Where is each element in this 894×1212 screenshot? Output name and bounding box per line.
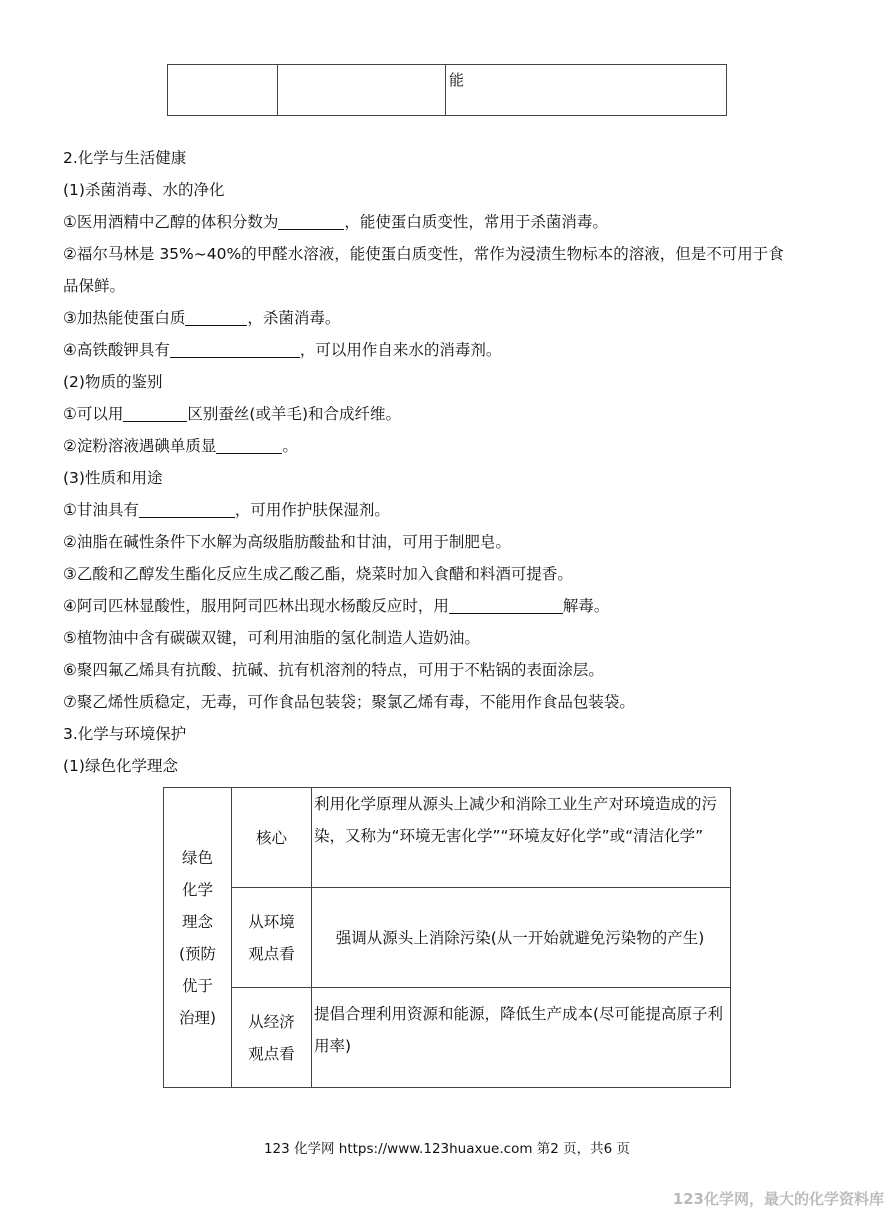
label-line: 观点看 (248, 1044, 295, 1063)
table-cell: 能 (446, 65, 727, 116)
fill-blank[interactable] (216, 437, 282, 454)
label-environment-view (232, 888, 312, 988)
section-heading: 3.化学与环境保护 (63, 725, 187, 743)
fill-blank[interactable] (170, 341, 300, 358)
page-footer: 123 化学网 https://www.123huaxue.com 第2 页，共6 页 (263, 1141, 631, 1157)
item-text: ①可以用 (63, 405, 124, 423)
header-line: 优于 (181, 976, 213, 995)
environment-description: 强调从源头上消除污染(从一开始就避免污染物的产生) (312, 888, 731, 988)
subsection-heading: (1)绿色化学理念 (63, 757, 178, 775)
label-line: 观点看 (248, 944, 295, 963)
fill-blank[interactable] (123, 405, 187, 422)
item-text: ，杀菌消毒。 (247, 309, 341, 327)
header-line: 绿色 (181, 848, 213, 867)
continued-table (167, 64, 727, 116)
list-item (63, 212, 854, 232)
section-heading: 2.化学与生活健康 (63, 149, 187, 167)
site-watermark: 123化学网，最大的化学资料库 (672, 1190, 884, 1208)
label-core: 核心 (232, 788, 312, 888)
subsection-heading: (3)性质和用途 (63, 469, 163, 487)
subsection-heading: (1)杀菌消毒、水的净化 (63, 181, 225, 199)
header-line: 理念 (181, 912, 213, 931)
list-item: ③乙酸和乙醇发生酯化反应生成乙酸乙酯，烧菜时加入食醋和料酒可提香。 (63, 565, 573, 583)
fill-blank[interactable] (449, 597, 563, 614)
green-chemistry-table (163, 787, 731, 1088)
fill-blank[interactable] (139, 501, 235, 518)
list-item: ②福尔马林是 35%~40%的甲醛水溶液，能使蛋白质变性，常作为浸渍生物标本的溶液，但是不可用于食 (63, 245, 784, 263)
table-cell (278, 65, 446, 116)
item-text: ④高铁酸钾具有 (63, 341, 170, 359)
item-text: ①甘油具有 (63, 501, 139, 519)
row-header-green-chemistry (164, 788, 232, 1088)
economic-description: 提倡合理利用资源和能源，降低生产成本(尽可能提高原子利用率) (312, 988, 731, 1088)
label-economic-view (232, 988, 312, 1088)
list-item (63, 500, 854, 520)
list-item (63, 596, 854, 616)
header-line: 治理) (178, 1008, 217, 1027)
core-description: 利用化学原理从源头上减少和消除工业生产对环境造成的污染，又称为“环境无害化学”“环境友好化学”或“清洁化学” (312, 788, 731, 888)
list-item (63, 308, 854, 328)
item-text: 区别蚕丝(或羊毛)和合成纤维。 (187, 405, 402, 423)
subsection-heading: (2)物质的鉴别 (63, 373, 163, 391)
item-text: ，能使蛋白质变性，常用于杀菌消毒。 (344, 213, 608, 231)
item-text: ，可以用作自来水的消毒剂。 (299, 341, 502, 359)
header-line: 化学 (181, 880, 213, 899)
item-text: ③加热能使蛋白质 (63, 309, 186, 327)
list-item (63, 404, 854, 424)
fill-blank[interactable] (185, 309, 247, 326)
item-text: ④阿司匹林显酸性，服用阿司匹林出现水杨酸反应时，用 (63, 597, 449, 615)
item-text: 解毒。 (562, 597, 610, 615)
list-item: ⑦聚乙烯性质稳定，无毒，可作食品包装袋；聚氯乙烯有毒，不能用作食品包装袋。 (63, 693, 635, 711)
list-item: ⑥聚四氟乙烯具有抗酸、抗碱、抗有机溶剂的特点，可用于不粘锅的表面涂层。 (63, 661, 604, 679)
label-line: 从环境 (248, 912, 295, 931)
item-text: 。 (282, 437, 298, 455)
list-item-continuation: 品保鲜。 (63, 277, 126, 295)
item-text: ②淀粉溶液遇碘单质显 (63, 437, 217, 455)
header-line: (预防 (178, 944, 217, 963)
list-item (63, 436, 854, 456)
label-line: 从经济 (248, 1012, 295, 1031)
list-item: ②油脂在碱性条件下水解为高级脂肪酸盐和甘油，可用于制肥皂。 (63, 533, 511, 551)
fill-blank[interactable] (278, 213, 344, 230)
item-text: ，可用作护肤保湿剂。 (234, 501, 390, 519)
table-cell (168, 65, 278, 116)
list-item: ⑤植物油中含有碳碳双键，可利用油脂的氢化制造人造奶油。 (63, 629, 480, 647)
item-text: ①医用酒精中乙醇的体积分数为 (63, 213, 279, 231)
list-item (63, 340, 854, 360)
